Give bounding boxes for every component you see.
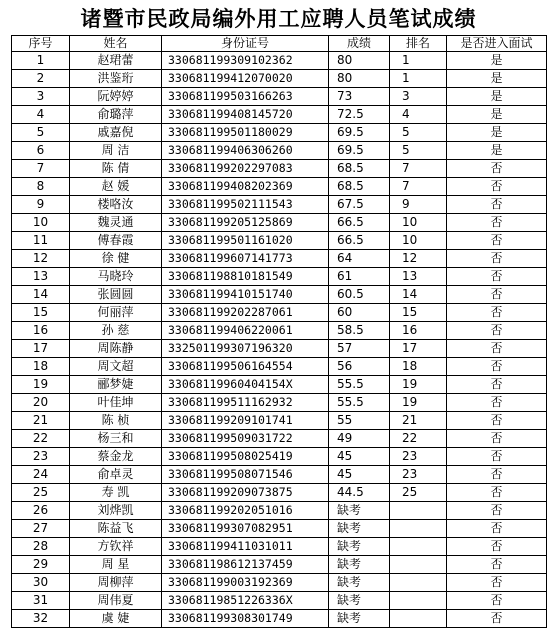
cell-rank: 1 <box>390 70 447 88</box>
cell-rank: 7 <box>390 160 447 178</box>
cell-interview: 否 <box>447 412 547 430</box>
cell-name: 杨三和 <box>70 430 162 448</box>
cell-rank <box>390 538 447 556</box>
cell-id: 330681199410151740 <box>162 286 329 304</box>
cell-number: 3 <box>12 88 70 106</box>
cell-id: 330681199202051016 <box>162 502 329 520</box>
cell-interview: 否 <box>447 250 547 268</box>
table-row <box>12 430 547 448</box>
col-header-rank: 排名 <box>390 36 447 52</box>
cell-name: 张圆圆 <box>70 286 162 304</box>
col-header-id: 身份证号 <box>162 36 329 52</box>
cell-interview: 否 <box>447 556 547 574</box>
cell-interview: 否 <box>447 322 547 340</box>
cell-id: 330681199003192369 <box>162 574 329 592</box>
cell-rank: 22 <box>390 430 447 448</box>
cell-id: 330681199307082951 <box>162 520 329 538</box>
cell-number: 18 <box>12 358 70 376</box>
cell-score: 73 <box>329 88 390 106</box>
cell-id: 330681199607141773 <box>162 250 329 268</box>
cell-interview: 否 <box>447 502 547 520</box>
table-header-row <box>12 36 547 52</box>
cell-interview: 否 <box>447 286 547 304</box>
cell-name: 周伟夏 <box>70 592 162 610</box>
cell-id: 330681199205125869 <box>162 214 329 232</box>
table-row <box>12 142 547 160</box>
cell-score: 66.5 <box>329 214 390 232</box>
cell-number: 29 <box>12 556 70 574</box>
cell-name: 方钦祥 <box>70 538 162 556</box>
cell-rank: 19 <box>390 394 447 412</box>
cell-interview: 否 <box>447 268 547 286</box>
cell-interview: 否 <box>447 466 547 484</box>
cell-number: 27 <box>12 520 70 538</box>
table-row <box>12 214 547 232</box>
cell-interview: 是 <box>447 106 547 124</box>
table-row <box>12 358 547 376</box>
table-row <box>12 538 547 556</box>
table-row <box>12 412 547 430</box>
cell-score: 69.5 <box>329 142 390 160</box>
cell-id: 330681198612137459 <box>162 556 329 574</box>
table-row <box>12 484 547 502</box>
table-row <box>12 268 547 286</box>
cell-rank: 15 <box>390 304 447 322</box>
table-row <box>12 394 547 412</box>
cell-score: 56 <box>329 358 390 376</box>
cell-name: 周陈静 <box>70 340 162 358</box>
cell-number: 11 <box>12 232 70 250</box>
cell-rank: 4 <box>390 106 447 124</box>
cell-score: 缺考 <box>329 520 390 538</box>
table-row <box>12 52 547 70</box>
cell-name: 刘烨凯 <box>70 502 162 520</box>
table-row <box>12 286 547 304</box>
col-header-name: 姓名 <box>70 36 162 52</box>
table-row <box>12 88 547 106</box>
cell-name: 周 星 <box>70 556 162 574</box>
cell-number: 8 <box>12 178 70 196</box>
cell-interview: 否 <box>447 574 547 592</box>
table-row <box>12 592 547 610</box>
cell-score: 缺考 <box>329 610 390 628</box>
cell-id: 330681199412070020 <box>162 70 329 88</box>
cell-score: 68.5 <box>329 160 390 178</box>
cell-rank <box>390 592 447 610</box>
cell-number: 13 <box>12 268 70 286</box>
cell-score: 45 <box>329 466 390 484</box>
page-title: 诸暨市民政局编外用工应聘人员笔试成绩 <box>80 7 477 31</box>
cell-id: 330681199406306260 <box>162 142 329 160</box>
cell-rank: 16 <box>390 322 447 340</box>
cell-rank: 23 <box>390 448 447 466</box>
cell-number: 5 <box>12 124 70 142</box>
cell-rank <box>390 574 447 592</box>
table-row <box>12 520 547 538</box>
cell-interview: 否 <box>447 394 547 412</box>
col-header-interview: 是否进入面试 <box>447 36 547 52</box>
cell-number: 17 <box>12 340 70 358</box>
cell-id: 330681199508025419 <box>162 448 329 466</box>
cell-number: 26 <box>12 502 70 520</box>
cell-id: 33068119851226336X <box>162 592 329 610</box>
cell-number: 15 <box>12 304 70 322</box>
cell-id: 330681199202287061 <box>162 304 329 322</box>
cell-score: 60.5 <box>329 286 390 304</box>
cell-rank: 9 <box>390 196 447 214</box>
cell-name: 孙 慈 <box>70 322 162 340</box>
cell-name: 周 洁 <box>70 142 162 160</box>
cell-name: 楼咯汝 <box>70 196 162 214</box>
cell-id: 330681199209101741 <box>162 412 329 430</box>
cell-interview: 否 <box>447 160 547 178</box>
cell-id: 330681199508071546 <box>162 466 329 484</box>
cell-score: 缺考 <box>329 538 390 556</box>
table-row <box>12 70 547 88</box>
cell-rank <box>390 556 447 574</box>
cell-interview: 否 <box>447 484 547 502</box>
table-row <box>12 502 547 520</box>
cell-interview: 是 <box>447 88 547 106</box>
cell-id: 330681199502111543 <box>162 196 329 214</box>
cell-rank: 23 <box>390 466 447 484</box>
cell-id: 330681199202297083 <box>162 160 329 178</box>
cell-id: 330681199406220061 <box>162 322 329 340</box>
cell-id: 330681199408202369 <box>162 178 329 196</box>
cell-interview: 否 <box>447 430 547 448</box>
cell-number: 1 <box>12 52 70 70</box>
cell-number: 2 <box>12 70 70 88</box>
cell-score: 80 <box>329 52 390 70</box>
cell-interview: 否 <box>447 178 547 196</box>
cell-interview: 否 <box>447 196 547 214</box>
cell-rank <box>390 520 447 538</box>
cell-number: 12 <box>12 250 70 268</box>
cell-number: 14 <box>12 286 70 304</box>
cell-number: 22 <box>12 430 70 448</box>
col-header-score: 成绩 <box>329 36 390 52</box>
cell-score: 缺考 <box>329 574 390 592</box>
cell-score: 80 <box>329 70 390 88</box>
cell-name: 周文超 <box>70 358 162 376</box>
cell-rank: 17 <box>390 340 447 358</box>
cell-rank: 18 <box>390 358 447 376</box>
cell-name: 郦梦婕 <box>70 376 162 394</box>
cell-score: 69.5 <box>329 124 390 142</box>
cell-rank: 10 <box>390 214 447 232</box>
cell-name: 陈 倩 <box>70 160 162 178</box>
cell-interview: 否 <box>447 592 547 610</box>
cell-score: 66.5 <box>329 232 390 250</box>
cell-score: 45 <box>329 448 390 466</box>
cell-rank: 25 <box>390 484 447 502</box>
cell-rank: 13 <box>390 268 447 286</box>
cell-name: 陈益飞 <box>70 520 162 538</box>
cell-interview: 否 <box>447 448 547 466</box>
cell-interview: 是 <box>447 142 547 160</box>
cell-score: 57 <box>329 340 390 358</box>
cell-rank: 1 <box>390 52 447 70</box>
cell-rank: 10 <box>390 232 447 250</box>
cell-score: 61 <box>329 268 390 286</box>
cell-number: 7 <box>12 160 70 178</box>
cell-score: 55 <box>329 412 390 430</box>
cell-number: 32 <box>12 610 70 628</box>
cell-number: 30 <box>12 574 70 592</box>
cell-rank <box>390 610 447 628</box>
cell-interview: 是 <box>447 70 547 88</box>
cell-rank <box>390 502 447 520</box>
table-row <box>12 106 547 124</box>
results-table <box>11 35 547 628</box>
cell-rank: 5 <box>390 124 447 142</box>
cell-id: 330681199411031011 <box>162 538 329 556</box>
cell-rank: 19 <box>390 376 447 394</box>
cell-number: 4 <box>12 106 70 124</box>
cell-rank: 14 <box>390 286 447 304</box>
cell-score: 64 <box>329 250 390 268</box>
cell-number: 10 <box>12 214 70 232</box>
cell-number: 31 <box>12 592 70 610</box>
cell-name: 洪鉴珩 <box>70 70 162 88</box>
cell-id: 330681198810181549 <box>162 268 329 286</box>
cell-interview: 否 <box>447 340 547 358</box>
cell-interview: 是 <box>447 52 547 70</box>
cell-rank: 7 <box>390 178 447 196</box>
cell-id: 33068119960404154X <box>162 376 329 394</box>
table-row <box>12 340 547 358</box>
cell-score: 44.5 <box>329 484 390 502</box>
cell-id: 332501199307196320 <box>162 340 329 358</box>
cell-name: 阮婷婷 <box>70 88 162 106</box>
cell-name: 魏灵通 <box>70 214 162 232</box>
cell-rank: 12 <box>390 250 447 268</box>
cell-number: 16 <box>12 322 70 340</box>
table-row <box>12 322 547 340</box>
cell-id: 330681199501161020 <box>162 232 329 250</box>
cell-rank: 21 <box>390 412 447 430</box>
cell-id: 330681199408145720 <box>162 106 329 124</box>
cell-id: 330681199309102362 <box>162 52 329 70</box>
cell-name: 戚嘉倪 <box>70 124 162 142</box>
table-row <box>12 160 547 178</box>
cell-interview: 否 <box>447 538 547 556</box>
table-row <box>12 610 547 628</box>
cell-score: 55.5 <box>329 376 390 394</box>
cell-score: 60 <box>329 304 390 322</box>
cell-id: 330681199501180029 <box>162 124 329 142</box>
table-row <box>12 304 547 322</box>
cell-name: 寿 凯 <box>70 484 162 502</box>
cell-score: 72.5 <box>329 106 390 124</box>
cell-number: 28 <box>12 538 70 556</box>
cell-name: 赵 媛 <box>70 178 162 196</box>
cell-interview: 否 <box>447 214 547 232</box>
cell-id: 330681199308301749 <box>162 610 329 628</box>
cell-number: 24 <box>12 466 70 484</box>
cell-name: 俞卓灵 <box>70 466 162 484</box>
table-row <box>12 556 547 574</box>
cell-score: 缺考 <box>329 502 390 520</box>
cell-name: 马晓玲 <box>70 268 162 286</box>
table-row <box>12 232 547 250</box>
cell-name: 叶佳坤 <box>70 394 162 412</box>
cell-interview: 否 <box>447 610 547 628</box>
cell-id: 330681199503166263 <box>162 88 329 106</box>
table-row <box>12 448 547 466</box>
cell-number: 9 <box>12 196 70 214</box>
cell-number: 21 <box>12 412 70 430</box>
cell-score: 68.5 <box>329 178 390 196</box>
cell-number: 25 <box>12 484 70 502</box>
cell-score: 缺考 <box>329 592 390 610</box>
cell-interview: 否 <box>447 376 547 394</box>
table-row <box>12 574 547 592</box>
table-row <box>12 178 547 196</box>
cell-name: 虞 婕 <box>70 610 162 628</box>
cell-score: 58.5 <box>329 322 390 340</box>
cell-name: 蔡金龙 <box>70 448 162 466</box>
table-row <box>12 466 547 484</box>
cell-rank: 3 <box>390 88 447 106</box>
cell-interview: 否 <box>447 520 547 538</box>
cell-score: 缺考 <box>329 556 390 574</box>
cell-number: 20 <box>12 394 70 412</box>
cell-number: 19 <box>12 376 70 394</box>
table-row <box>12 196 547 214</box>
cell-number: 23 <box>12 448 70 466</box>
cell-name: 赵珺蕾 <box>70 52 162 70</box>
table-row <box>12 124 547 142</box>
table-row <box>12 376 547 394</box>
cell-id: 330681199506164554 <box>162 358 329 376</box>
cell-name: 何丽萍 <box>70 304 162 322</box>
cell-score: 55.5 <box>329 394 390 412</box>
cell-name: 陈 桢 <box>70 412 162 430</box>
cell-score: 67.5 <box>329 196 390 214</box>
table-body <box>12 52 547 628</box>
cell-interview: 否 <box>447 358 547 376</box>
cell-score: 49 <box>329 430 390 448</box>
table-row <box>12 250 547 268</box>
cell-id: 330681199511162932 <box>162 394 329 412</box>
cell-name: 俞璐萍 <box>70 106 162 124</box>
cell-name: 周柳萍 <box>70 574 162 592</box>
cell-interview: 否 <box>447 232 547 250</box>
cell-interview: 否 <box>447 304 547 322</box>
cell-name: 傅春霞 <box>70 232 162 250</box>
cell-id: 330681199209073875 <box>162 484 329 502</box>
cell-number: 6 <box>12 142 70 160</box>
cell-id: 330681199509031722 <box>162 430 329 448</box>
cell-rank: 5 <box>390 142 447 160</box>
cell-interview: 是 <box>447 124 547 142</box>
col-header-number: 序号 <box>12 36 70 52</box>
cell-name: 徐 健 <box>70 250 162 268</box>
